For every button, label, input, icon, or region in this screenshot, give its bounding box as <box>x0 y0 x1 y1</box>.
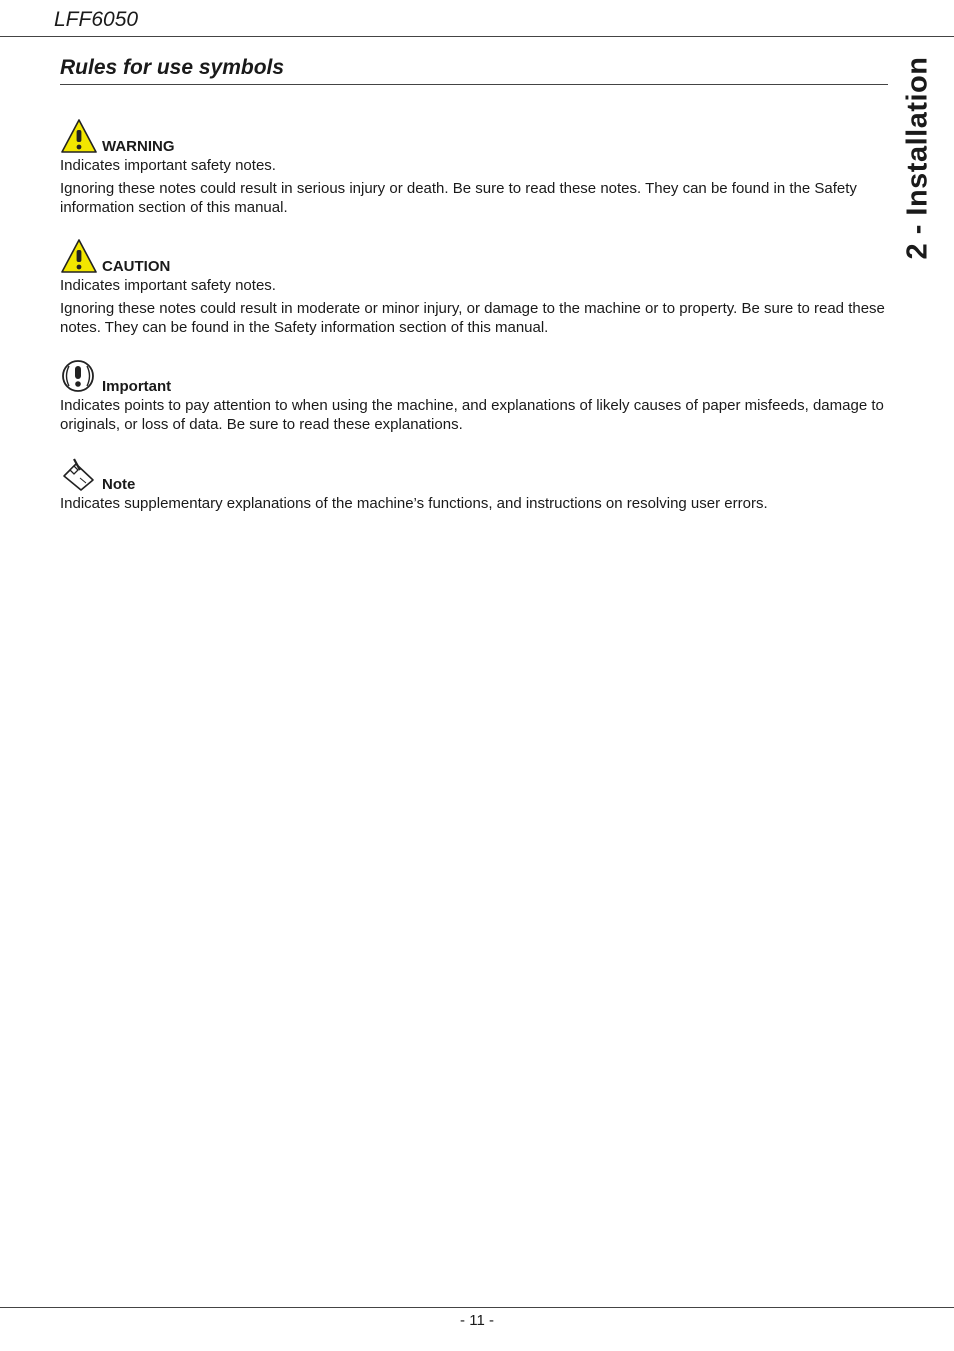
section-title: Rules for use symbols <box>60 56 285 79</box>
notice-caution-heading <box>60 238 890 276</box>
notice-caution-label: CAUTION <box>102 258 171 275</box>
notice-note <box>60 456 890 513</box>
notice-note-line-1: Indicates supplementary explanations of the machine’s functions, and instructions on resolving user errors. <box>60 495 768 512</box>
footer-divider <box>0 1307 954 1308</box>
notice-note-heading <box>60 456 890 494</box>
document-model-name: LFF6050 <box>54 8 139 31</box>
header-divider <box>0 36 954 37</box>
notice-important-heading <box>60 358 890 396</box>
note-pencil-icon <box>60 456 98 492</box>
section-divider <box>60 84 888 85</box>
caution-triangle-icon <box>60 238 98 274</box>
notice-important <box>60 358 890 434</box>
warning-triangle-icon <box>60 118 98 154</box>
notice-warning <box>60 118 890 217</box>
notice-warning-heading <box>60 118 890 156</box>
notice-caution-line-1: Indicates important safety notes. <box>60 277 276 294</box>
notice-warning-line-2: Ignoring these notes could result in serious injury or death. Be sure to read these notes. They can be found in the Safety information section of this manual. <box>60 180 857 216</box>
notice-warning-line-1: Indicates important safety notes. <box>60 157 276 174</box>
notice-important-line-1: Indicates points to pay attention to when using the machine, and explanations of likely causes of paper misfeeds, damage to originals, or loss of data. Be sure to read these explanations. <box>60 397 884 433</box>
notice-caution <box>60 238 890 337</box>
notice-caution-line-2: Ignoring these notes could result in moderate or minor injury, or damage to the machine or to property. Be sure to read these notes. They can be found in the Safety information section of this manual. <box>60 300 885 336</box>
notice-warning-label: WARNING <box>102 138 175 155</box>
chapter-side-tab-label: 2 - Installation <box>901 56 934 260</box>
notice-important-label: Important <box>102 378 172 395</box>
chapter-side-tab <box>898 58 938 258</box>
important-exclamation-icon <box>60 358 98 394</box>
page-number: - 11 - <box>460 1312 494 1329</box>
notice-note-label: Note <box>102 476 136 493</box>
